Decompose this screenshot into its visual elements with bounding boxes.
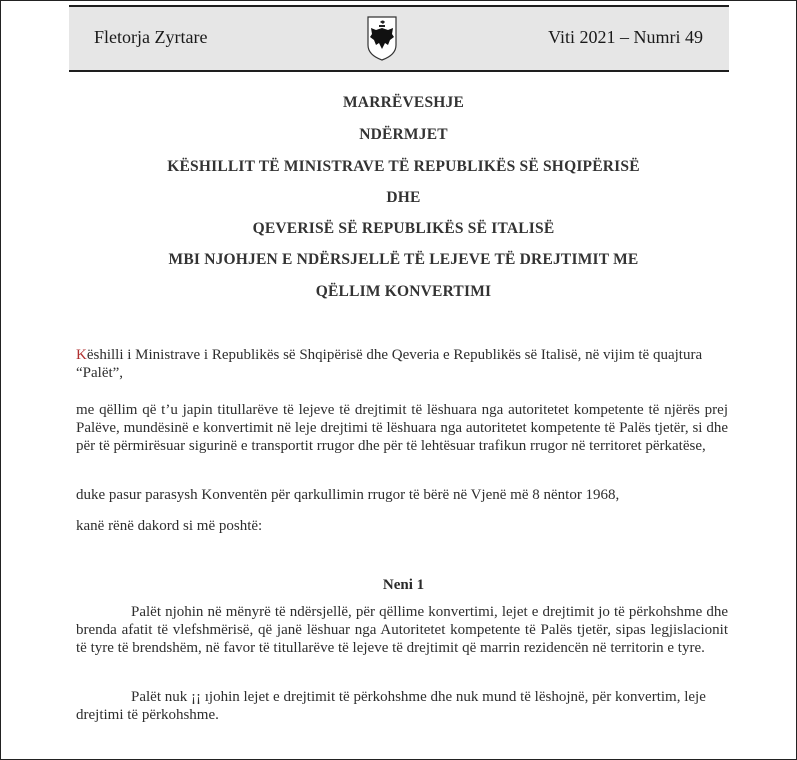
- article-paragraph-1: Palët njohin në mënyrë të ndërsjellë, për qëllime konvertimi, lejet e drejtimit jo të përkohshme dhe brenda afatit të vlefshmërisë, që janë lëshuar nga Autoritetet kompetente të Palës tjetër, sipas legjislacionit të tyre të brendshëm, në favor të titullarëve të lejeve të drejtimit që marrin rezidencën në territorin e tyre.: [76, 604, 728, 656]
- title-line-1: MARRËVESHJE: [342, 94, 465, 111]
- title-line-6: MBI NJOHJEN E NDËRSJELLË TË LEJEVE TË DREJTIMIT ME: [168, 251, 639, 268]
- preamble-paragraph-4: kanë rënë dakord si më poshtë:: [76, 518, 263, 534]
- issue-number: Viti 2021 – Numri 49: [548, 27, 703, 47]
- title-line-4: DHE: [386, 189, 421, 206]
- albanian-coat-of-arms-icon: [366, 15, 398, 61]
- article-heading: Neni 1: [382, 577, 425, 593]
- preamble-paragraph-3: duke pasur parasysh Konventën për qarkullimin rrugor të bërë në Vjenë më 8 nëntor 1968,: [76, 487, 620, 503]
- gazette-header: [69, 5, 729, 72]
- title-line-5: QEVERISË SË REPUBLIKËS SË ITALISË: [252, 220, 555, 237]
- title-line-2: NDËRMJET: [359, 126, 448, 143]
- preamble-paragraph-1: [76, 346, 728, 382]
- article-paragraph-2: Palët nuk ¡¡ ıjohin lejet e drejtimit të përkohshme dhe nuk mund të lëshojnë, për konvertim, leje drejtimi të përkohshme.: [76, 689, 706, 723]
- title-line-7: QËLLIM KONVERTIMI: [315, 283, 492, 300]
- preamble-paragraph-2: me qëllim që t’u japin titullarëve të lejeve të drejtimit të lëshuara nga autoritetet kompetente të njërës prej Palëve, mundësinë e konvertimit në leje drejtimi të lëshuara nga autoritetet kompetente të Palës tjetër, si dhe për të përmirësuar sigurinë e transportit rrugor dhe për të lehtësuar trafikun rrugor në territoret përkatëse,: [76, 402, 728, 454]
- title-line-3: KËSHILLIT TË MINISTRAVE TË REPUBLIKËS SË SHQIPËRISË: [167, 158, 640, 175]
- preamble-text-1: ëshilli i Ministrave i Republikës së Shqipërisë dhe Qeveria e Republikës së Italisë, në vijim të quajtura “Palët”,: [76, 347, 703, 381]
- red-initial-letter: K: [76, 347, 87, 363]
- gazette-name: Fletorja Zyrtare: [94, 27, 208, 47]
